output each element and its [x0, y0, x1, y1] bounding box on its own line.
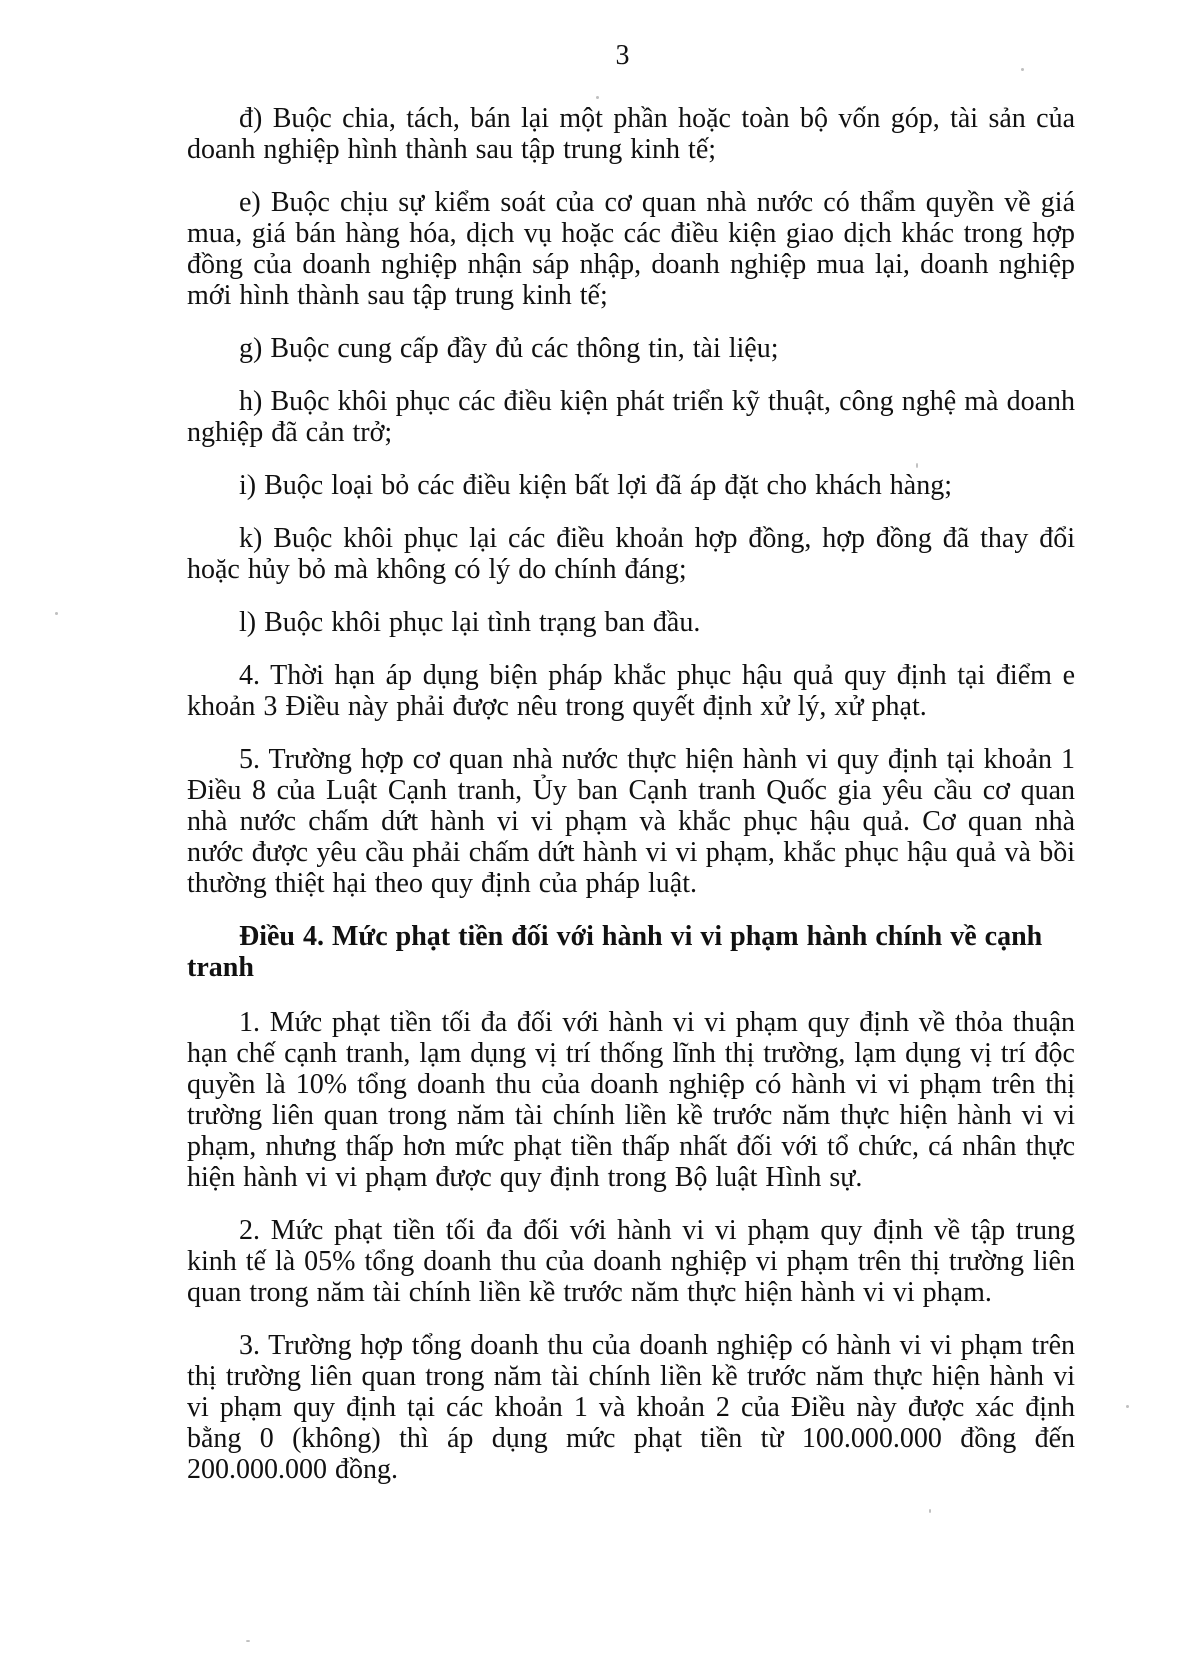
clause-l: l) Buộc khôi phục lại tình trạng ban đầu. — [239, 607, 701, 638]
item-5: 5. Trường hợp cơ quan nhà nước thực hiện hành vi quy định tại khoản 1 Điều 8 của Luật Cạnh tranh, Ủy ban Cạnh tranh Quốc gia yêu cầu cơ quan nhà nước chấm dứt hành vi vi phạm và khắc phục hậu quả. Cơ quan nhà nước được yêu cầu phải chấm dứt hành vi vi phạm, khắc phục hậu quả và bồi thường thiệt hại theo quy định của pháp luật. — [187, 744, 1075, 899]
scan-speckle — [916, 463, 918, 468]
page-number — [0, 40, 1188, 72]
article-4-item-3: 3. Trường hợp tổng doanh thu của doanh nghiệp có hành vi vi phạm trên thị trường liên quan trong năm tài chính liền kề trước năm thực hiện hành vi vi phạm quy định tại các khoản 1 và khoản 2 của Điều này được xác định bằng 0 (không) thì áp dụng mức phạt tiền từ 100.000.000 đồng đến 200.000.000 đồng. — [187, 1330, 1075, 1485]
document-body — [187, 103, 1075, 1507]
clause-i: i) Buộc loại bỏ các điều kiện bất lợi đã áp đặt cho khách hàng; — [239, 470, 953, 501]
clause-e: e) Buộc chịu sự kiểm soát của cơ quan nhà nước có thẩm quyền về giá mua, giá bán hàng hóa, dịch vụ hoặc các điều kiện giao dịch khác trong hợp đồng của doanh nghiệp nhận sáp nhập, doanh nghiệp mua lại, doanh nghiệp mới hình thành sau tập trung kinh tế; — [187, 187, 1075, 311]
clause-d: đ) Buộc chia, tách, bán lại một phần hoặc toàn bộ vốn góp, tài sản của doanh nghiệp hình thành sau tập trung kinh tế; — [187, 103, 1075, 165]
scan-speckle — [929, 1509, 931, 1513]
scan-speckle — [596, 96, 599, 99]
article-4-item-1: 1. Mức phạt tiền tối đa đối với hành vi vi phạm quy định về thỏa thuận hạn chế cạnh tranh, lạm dụng vị trí thống lĩnh thị trường, lạm dụng vị trí độc quyền là 10% tổng doanh thu của doanh nghiệp có hành vi vi phạm trên thị trường liên quan trong năm tài chính liền kề trước năm thực hiện hành vi vi phạm, nhưng thấp hơn mức phạt tiền thấp nhất đối với tổ chức, cá nhân thực hiện hành vi vi phạm được quy định trong Bộ luật Hình sự. — [187, 1007, 1075, 1193]
clause-k: k) Buộc khôi phục lại các điều khoản hợp đồng, hợp đồng đã thay đổi hoặc hủy bỏ mà không có lý do chính đáng; — [187, 523, 1075, 585]
article-4-heading: Điều 4. Mức phạt tiền đối với hành vi vi phạm hành chính về cạnh tranh — [187, 921, 1043, 983]
article-4-item-2: 2. Mức phạt tiền tối đa đối với hành vi vi phạm quy định về tập trung kinh tế là 05% tổng doanh thu của doanh nghiệp vi phạm trên thị trường liên quan trong năm tài chính liền kề trước năm thực hiện hành vi vi phạm. — [187, 1215, 1075, 1308]
page-number-text: 3 — [615, 40, 631, 71]
clause-h: h) Buộc khôi phục các điều kiện phát triển kỹ thuật, công nghệ mà doanh nghiệp đã cản trở; — [187, 386, 1075, 448]
clause-g: g) Buộc cung cấp đầy đủ các thông tin, tài liệu; — [239, 333, 779, 364]
scan-speckle — [55, 612, 58, 615]
item-4: 4. Thời hạn áp dụng biện pháp khắc phục hậu quả quy định tại điểm e khoản 3 Điều này phải được nêu trong quyết định xử lý, xử phạt. — [187, 660, 1075, 722]
scan-speckle — [1021, 68, 1024, 71]
scan-speckle — [1126, 1405, 1129, 1408]
scan-speckle — [246, 1640, 250, 1642]
